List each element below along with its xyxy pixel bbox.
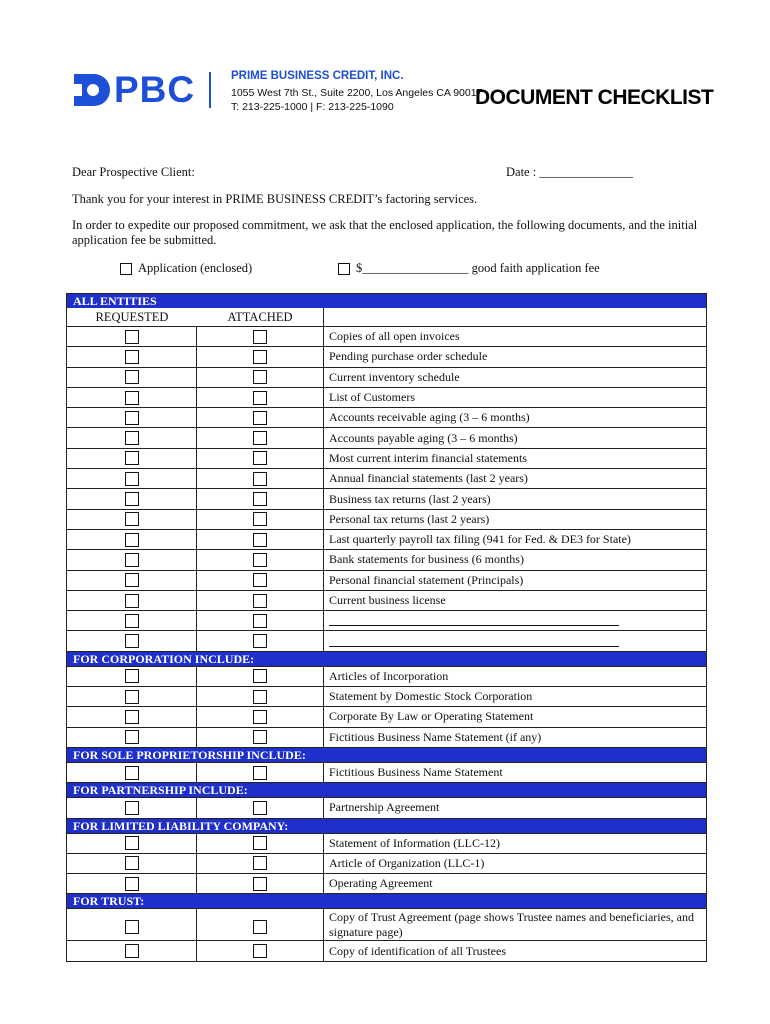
document-name: Bank statements for business (6 months) bbox=[329, 552, 524, 567]
company-phone-fax: T: 213-225-1000 | F: 213-225-1090 bbox=[231, 101, 394, 113]
document-name: Partnership Agreement bbox=[329, 800, 440, 815]
section-header: FOR CORPORATION INCLUDE: bbox=[67, 651, 706, 666]
requested-checkbox[interactable] bbox=[125, 472, 139, 486]
requested-cell bbox=[67, 728, 197, 747]
column-header-attached: ATTACHED bbox=[197, 308, 324, 326]
attached-cell bbox=[197, 631, 324, 650]
table-row bbox=[67, 570, 706, 590]
table-row bbox=[67, 873, 706, 893]
document-name: Article of Organization (LLC-1) bbox=[329, 855, 485, 870]
section-header: FOR TRUST: bbox=[67, 893, 706, 908]
attached-checkbox[interactable] bbox=[253, 451, 267, 465]
pbc-logo-mark-icon bbox=[68, 70, 112, 110]
section-header: ALL ENTITIES bbox=[67, 294, 706, 308]
document-name: Fictitious Business Name Statement (if any) bbox=[329, 729, 542, 744]
column-header-document bbox=[324, 308, 706, 326]
table-row bbox=[67, 590, 706, 610]
attached-cell bbox=[197, 909, 324, 940]
attached-checkbox[interactable] bbox=[253, 614, 267, 628]
requested-checkbox[interactable] bbox=[125, 730, 139, 744]
table-row bbox=[67, 833, 706, 853]
section-header: FOR SOLE PROPRIETORSHIP INCLUDE: bbox=[67, 747, 706, 762]
requested-cell bbox=[67, 530, 197, 549]
attached-checkbox[interactable] bbox=[253, 690, 267, 704]
requested-checkbox[interactable] bbox=[125, 710, 139, 724]
attached-cell bbox=[197, 707, 324, 726]
requested-cell bbox=[67, 510, 197, 529]
attached-checkbox[interactable] bbox=[253, 330, 267, 344]
document-name: Statement of Information (LLC-12) bbox=[329, 835, 500, 850]
requested-checkbox[interactable] bbox=[125, 801, 139, 815]
requested-cell bbox=[67, 368, 197, 387]
requested-checkbox[interactable] bbox=[125, 614, 139, 628]
attached-checkbox[interactable] bbox=[253, 391, 267, 405]
document-name: Accounts payable aging (3 – 6 months) bbox=[329, 430, 518, 445]
requested-cell bbox=[67, 631, 197, 650]
document-name: Operating Agreement bbox=[329, 876, 433, 891]
attached-checkbox[interactable] bbox=[253, 730, 267, 744]
attached-checkbox[interactable] bbox=[253, 766, 267, 780]
attached-checkbox[interactable] bbox=[253, 492, 267, 506]
fee-option bbox=[338, 261, 600, 276]
attached-checkbox[interactable] bbox=[253, 512, 267, 526]
requested-checkbox[interactable] bbox=[125, 553, 139, 567]
attached-cell bbox=[197, 834, 324, 853]
requested-cell bbox=[67, 874, 197, 893]
company-address: 1055 West 7th St., Suite 2200, Los Angeles CA 90017 bbox=[231, 87, 483, 99]
attached-checkbox[interactable] bbox=[253, 669, 267, 683]
requested-checkbox[interactable] bbox=[125, 533, 139, 547]
requested-checkbox[interactable] bbox=[125, 766, 139, 780]
document-name: Last quarterly payroll tax filing (941 for Fed. & DE3 for State) bbox=[329, 532, 631, 547]
table-row bbox=[67, 908, 706, 940]
section-header: FOR PARTNERSHIP INCLUDE: bbox=[67, 782, 706, 797]
document-name: Pending purchase order schedule bbox=[329, 349, 488, 364]
attached-cell bbox=[197, 550, 324, 569]
requested-checkbox[interactable] bbox=[125, 391, 139, 405]
requested-checkbox[interactable] bbox=[125, 492, 139, 506]
document-name: Accounts receivable aging (3 – 6 months) bbox=[329, 410, 530, 425]
requested-cell bbox=[67, 854, 197, 873]
attached-checkbox[interactable] bbox=[253, 801, 267, 815]
requested-checkbox[interactable] bbox=[125, 690, 139, 704]
attached-cell bbox=[197, 591, 324, 610]
document-name: Personal tax returns (last 2 years) bbox=[329, 511, 490, 526]
attached-checkbox[interactable] bbox=[253, 431, 267, 445]
attached-cell bbox=[197, 327, 324, 346]
requested-cell bbox=[67, 347, 197, 366]
greeting: Dear Prospective Client: bbox=[72, 165, 195, 179]
table-row bbox=[67, 940, 706, 960]
application-option bbox=[120, 261, 252, 276]
attached-cell bbox=[197, 854, 324, 873]
document-name: Copy of identification of all Trustees bbox=[329, 943, 506, 958]
fee-option-label: $_________________ good faith application fee bbox=[356, 261, 600, 275]
table-row bbox=[67, 529, 706, 549]
requested-checkbox[interactable] bbox=[125, 669, 139, 683]
requested-checkbox[interactable] bbox=[125, 512, 139, 526]
column-header-requested: REQUESTED bbox=[95, 309, 169, 324]
attached-checkbox[interactable] bbox=[253, 836, 267, 850]
document-name: Annual financial statements (last 2 years) bbox=[329, 471, 528, 486]
requested-checkbox[interactable] bbox=[125, 944, 139, 958]
attached-cell bbox=[197, 530, 324, 549]
table-row bbox=[67, 427, 706, 447]
blank-document-line[interactable] bbox=[329, 636, 619, 647]
attached-cell bbox=[197, 874, 324, 893]
column-header-row bbox=[67, 308, 706, 326]
attached-cell bbox=[197, 510, 324, 529]
document-name: Statement by Domestic Stock Corporation bbox=[329, 689, 533, 704]
document-name[interactable] bbox=[324, 611, 706, 630]
document-name: Copy of Trust Agreement (page shows Trustee names and beneficiaries, and signature page) bbox=[329, 909, 694, 939]
attached-checkbox[interactable] bbox=[253, 533, 267, 547]
requested-cell bbox=[67, 388, 197, 407]
requested-cell bbox=[67, 798, 197, 817]
company-name: PRIME BUSINESS CREDIT, INC. bbox=[231, 70, 404, 82]
attached-cell bbox=[197, 798, 324, 817]
requested-cell bbox=[67, 909, 197, 940]
attached-cell bbox=[197, 687, 324, 706]
requested-cell bbox=[67, 408, 197, 427]
attached-cell bbox=[197, 347, 324, 366]
table-row bbox=[67, 367, 706, 387]
attached-checkbox[interactable] bbox=[253, 472, 267, 486]
document-name: Fictitious Business Name Statement bbox=[329, 765, 503, 780]
blank-document-line[interactable] bbox=[329, 615, 619, 626]
document-checklist-table bbox=[66, 293, 707, 962]
section-header: FOR LIMITED LIABILITY COMPANY: bbox=[67, 818, 706, 833]
document-name: Corporate By Law or Operating Statement bbox=[329, 709, 534, 724]
requested-checkbox[interactable] bbox=[125, 634, 139, 648]
logo-text: PBC bbox=[114, 69, 196, 110]
document-name[interactable] bbox=[324, 631, 706, 650]
page-title: DOCUMENT CHECKLIST bbox=[475, 86, 714, 109]
requested-cell bbox=[67, 550, 197, 569]
requested-cell bbox=[67, 428, 197, 447]
table-row bbox=[67, 686, 706, 706]
attached-cell bbox=[197, 368, 324, 387]
logo-divider bbox=[209, 72, 211, 108]
requested-cell bbox=[67, 571, 197, 590]
attached-checkbox[interactable] bbox=[253, 370, 267, 384]
requested-checkbox[interactable] bbox=[125, 877, 139, 891]
requested-checkbox[interactable] bbox=[125, 411, 139, 425]
intro-paragraph: Thank you for your interest in PRIME BUSINESS CREDIT’s factoring services. bbox=[72, 192, 478, 206]
requested-cell bbox=[67, 707, 197, 726]
document-name: List of Customers bbox=[329, 390, 415, 405]
table-row bbox=[67, 468, 706, 488]
application-option-label: Application (enclosed) bbox=[138, 261, 253, 275]
requested-checkbox[interactable] bbox=[125, 856, 139, 870]
document-name: Copies of all open invoices bbox=[329, 329, 460, 344]
attached-cell bbox=[197, 941, 324, 960]
table-row bbox=[67, 509, 706, 529]
attached-cell bbox=[197, 571, 324, 590]
requested-checkbox[interactable] bbox=[125, 431, 139, 445]
requested-cell bbox=[67, 667, 197, 686]
attached-cell bbox=[197, 763, 324, 782]
requested-cell bbox=[67, 763, 197, 782]
requested-checkbox[interactable] bbox=[125, 920, 139, 934]
attached-checkbox[interactable] bbox=[253, 553, 267, 567]
document-name: Most current interim financial statements bbox=[329, 450, 527, 465]
attached-cell bbox=[197, 489, 324, 508]
table-row bbox=[67, 346, 706, 366]
attached-checkbox[interactable] bbox=[253, 350, 267, 364]
requested-cell bbox=[67, 489, 197, 508]
fee-checkbox[interactable] bbox=[338, 263, 350, 275]
table-row bbox=[67, 387, 706, 407]
attached-checkbox[interactable] bbox=[253, 573, 267, 587]
requested-checkbox[interactable] bbox=[125, 350, 139, 364]
attached-checkbox[interactable] bbox=[253, 877, 267, 891]
table-row bbox=[67, 610, 706, 630]
requested-cell bbox=[67, 327, 197, 346]
table-row bbox=[67, 853, 706, 873]
date-field[interactable]: Date : _______________ bbox=[506, 165, 634, 179]
requested-cell bbox=[67, 834, 197, 853]
requested-checkbox[interactable] bbox=[125, 836, 139, 850]
document-name: Personal financial statement (Principals) bbox=[329, 572, 524, 587]
document-name: Current inventory schedule bbox=[329, 369, 460, 384]
requested-cell bbox=[67, 941, 197, 960]
requested-checkbox[interactable] bbox=[125, 451, 139, 465]
attached-checkbox[interactable] bbox=[253, 856, 267, 870]
attached-checkbox[interactable] bbox=[253, 594, 267, 608]
attached-checkbox[interactable] bbox=[253, 710, 267, 724]
table-row bbox=[67, 727, 706, 747]
attached-checkbox[interactable] bbox=[253, 920, 267, 934]
company-info bbox=[231, 70, 482, 114]
attached-cell bbox=[197, 469, 324, 488]
attached-cell bbox=[197, 611, 324, 630]
table-row bbox=[67, 448, 706, 468]
table-row bbox=[67, 326, 706, 346]
requested-checkbox[interactable] bbox=[125, 594, 139, 608]
attached-checkbox[interactable] bbox=[253, 634, 267, 648]
requested-cell bbox=[67, 687, 197, 706]
attached-checkbox[interactable] bbox=[253, 411, 267, 425]
requested-checkbox[interactable] bbox=[125, 573, 139, 587]
request-paragraph: In order to expedite our proposed commitment, we ask that the enclosed application, the following documents, and the initial application fee be submitted. bbox=[72, 218, 698, 247]
attached-cell bbox=[197, 408, 324, 427]
table-row bbox=[67, 488, 706, 508]
table-row bbox=[67, 549, 706, 569]
attached-cell bbox=[197, 728, 324, 747]
table-row bbox=[67, 762, 706, 782]
table-row bbox=[67, 706, 706, 726]
attached-cell bbox=[197, 449, 324, 468]
table-row bbox=[67, 407, 706, 427]
table-row bbox=[67, 797, 706, 817]
attached-cell bbox=[197, 428, 324, 447]
attached-checkbox[interactable] bbox=[253, 944, 267, 958]
requested-cell bbox=[67, 469, 197, 488]
document-name: Articles of Incorporation bbox=[329, 668, 449, 683]
document-name: Business tax returns (last 2 years) bbox=[329, 491, 491, 506]
requested-cell bbox=[67, 611, 197, 630]
document-name: Current business license bbox=[329, 593, 446, 607]
attached-cell bbox=[197, 388, 324, 407]
requested-checkbox[interactable] bbox=[125, 330, 139, 344]
table-row bbox=[67, 666, 706, 686]
requested-cell bbox=[67, 449, 197, 468]
requested-checkbox[interactable] bbox=[125, 370, 139, 384]
attached-cell bbox=[197, 667, 324, 686]
company-logo bbox=[68, 70, 211, 110]
table-row bbox=[67, 630, 706, 650]
requested-cell bbox=[67, 591, 197, 610]
application-checkbox[interactable] bbox=[120, 263, 132, 275]
